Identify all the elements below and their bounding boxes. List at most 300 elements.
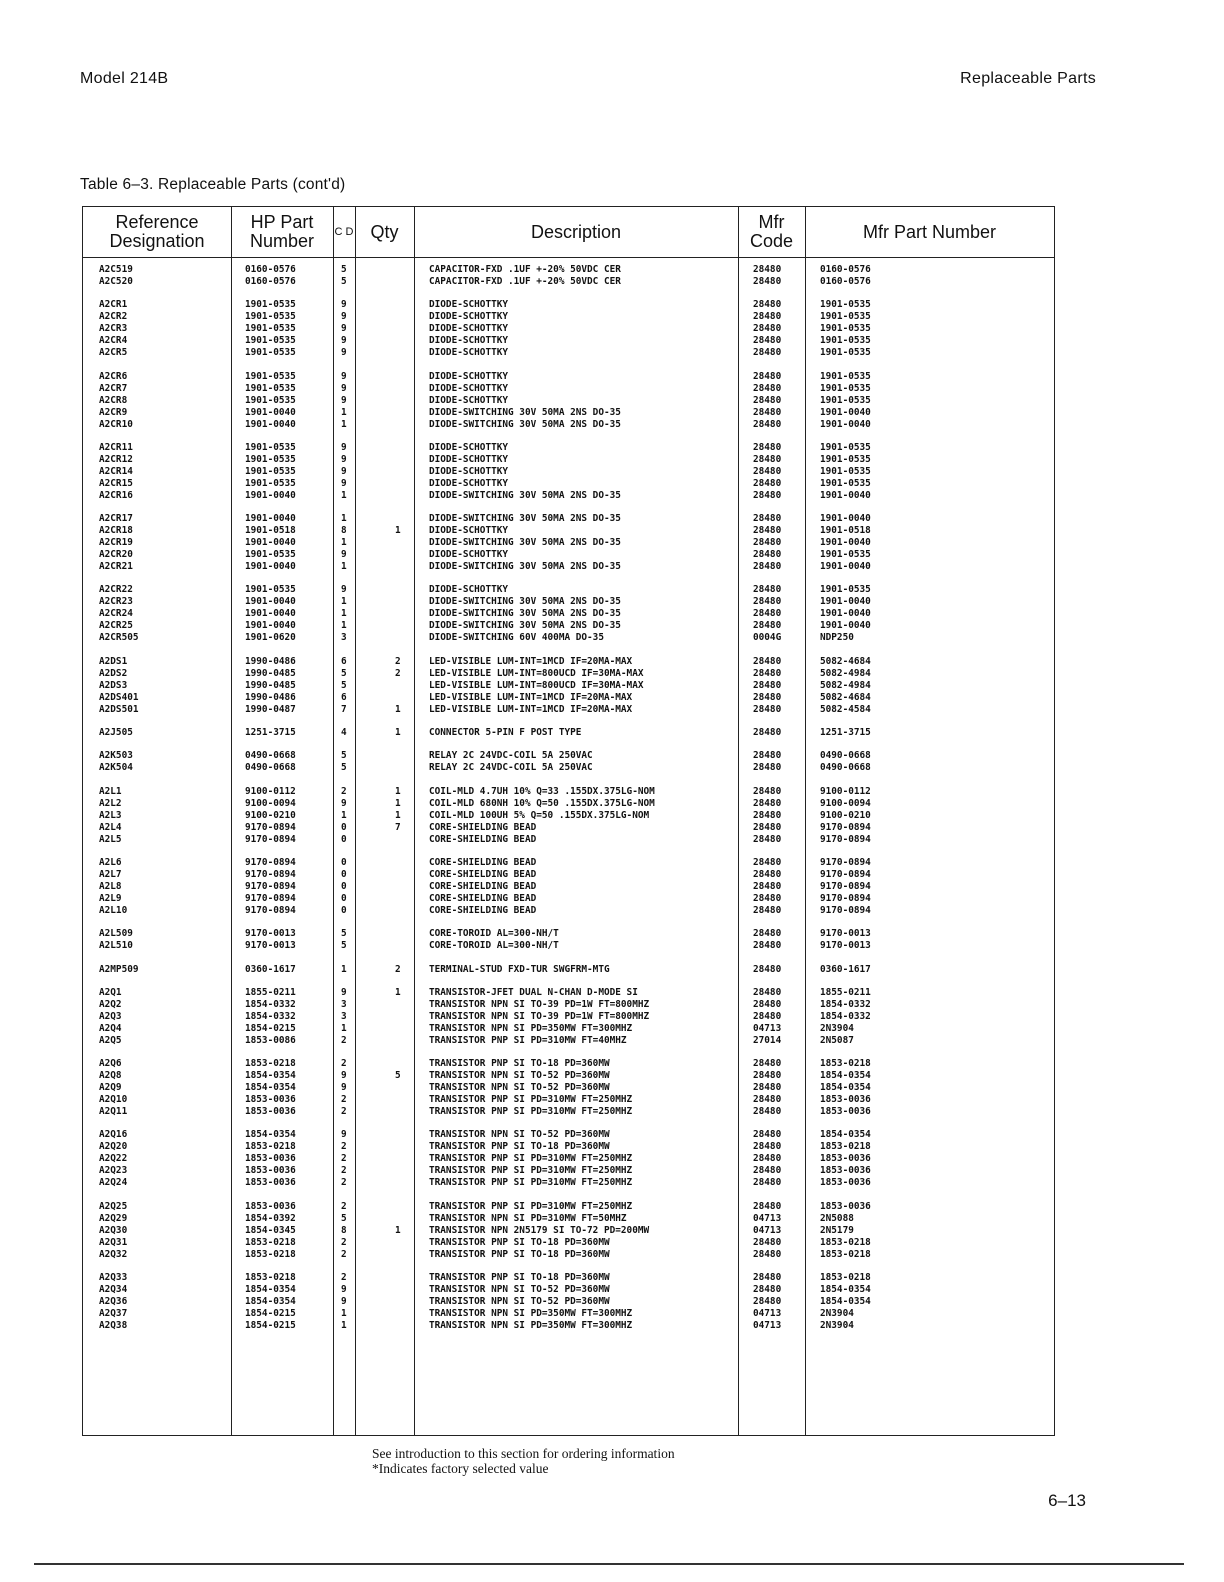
row-group <box>83 1129 1054 1189</box>
cell-cd: 9 <box>341 1082 347 1094</box>
cell-description: DIODE-SCHOTTKY <box>429 299 509 311</box>
cell-reference: A2CR17 <box>99 513 133 525</box>
cell-reference: A2CR11 <box>99 441 133 453</box>
cell-reference: A2C520 <box>99 276 133 287</box>
table-row <box>83 1177 1054 1189</box>
table-row <box>83 1320 1054 1332</box>
cell-description: TRANSISTOR NPN SI TO-52 PD=360MW <box>429 1129 610 1141</box>
cell-mfr-part-number: 1901-0040 <box>820 513 871 525</box>
cell-hp-part-number: 1853-0218 <box>245 1248 296 1260</box>
cell-reference: A2L8 <box>99 880 122 892</box>
cell-qty: 2 <box>395 655 401 667</box>
cell-cd: 0 <box>341 880 347 892</box>
cell-mfr-code: 28480 <box>753 1272 782 1284</box>
cell-mfr-code: 28480 <box>753 1106 782 1118</box>
cell-description: TRANSISTOR NPN SI TO-39 PD=1W FT=800MHZ <box>429 1010 650 1022</box>
cell-hp-part-number: 1901-0040 <box>245 513 296 525</box>
cell-description: LED-VISIBLE LUM-INT=1MCD IF=20MA-MAX <box>429 655 633 667</box>
table-row <box>83 335 1054 347</box>
cell-reference: A2CR25 <box>99 620 133 632</box>
footnote-factory-selected: *Indicates factory selected value <box>372 1461 549 1476</box>
cell-hp-part-number: 1901-0535 <box>245 370 296 382</box>
cell-reference: A2CR20 <box>99 549 133 561</box>
cell-reference: A2CR12 <box>99 453 133 465</box>
cell-mfr-part-number: 1853-0218 <box>820 1248 871 1260</box>
cell-hp-part-number: 1901-0535 <box>245 311 296 323</box>
cell-mfr-code: 28480 <box>753 1070 782 1082</box>
row-group <box>83 857 1054 917</box>
cell-mfr-part-number: 1853-0218 <box>820 1272 871 1284</box>
table-row <box>83 786 1054 798</box>
cell-reference: A2CR21 <box>99 561 133 573</box>
cell-qty: 1 <box>395 727 401 739</box>
col-header-mfr-code: Mfr Code <box>749 212 794 251</box>
cell-cd: 9 <box>341 465 347 477</box>
cell-reference: A2L5 <box>99 833 122 845</box>
cell-cd: 1 <box>341 1308 347 1320</box>
cell-hp-part-number: 1901-0535 <box>245 477 296 489</box>
cell-description: CORE-TOROID AL=300-NH/T <box>429 940 559 952</box>
table-row <box>83 276 1054 288</box>
table-row <box>83 1249 1054 1261</box>
cell-cd: 9 <box>341 477 347 489</box>
cell-mfr-code: 28480 <box>753 584 782 596</box>
table-row <box>83 1165 1054 1177</box>
table-row <box>83 466 1054 478</box>
cell-mfr-part-number: 9170-0894 <box>820 880 871 892</box>
cell-mfr-part-number: 5082-4684 <box>820 655 871 667</box>
cell-mfr-part-number: 1901-0535 <box>820 311 871 323</box>
cell-mfr-part-number: 2N5087 <box>820 1034 854 1046</box>
cell-cd: 8 <box>341 525 347 537</box>
cell-reference: A2CR5 <box>99 347 128 359</box>
row-group <box>83 987 1054 1047</box>
cell-hp-part-number: 1901-0535 <box>245 453 296 465</box>
cell-mfr-part-number: 1901-0040 <box>820 537 871 549</box>
cell-mfr-code: 28480 <box>753 1284 782 1296</box>
cell-mfr-part-number: 0160-0576 <box>820 264 871 275</box>
cell-qty: 2 <box>395 667 401 679</box>
table-row <box>83 810 1054 822</box>
cell-mfr-code: 28480 <box>753 1058 782 1070</box>
cell-mfr-code: 28480 <box>753 1094 782 1106</box>
cell-mfr-code: 28480 <box>753 1082 782 1094</box>
cell-mfr-code: 28480 <box>753 821 782 833</box>
cell-description: TRANSISTOR PNP SI PD=310MW FT=40MHZ <box>429 1034 627 1046</box>
cell-mfr-part-number: 2N3904 <box>820 1320 854 1332</box>
cell-reference: A2C519 <box>99 264 133 275</box>
cell-cd: 1 <box>341 608 347 620</box>
table-row <box>83 893 1054 905</box>
cell-mfr-part-number: 1853-0036 <box>820 1165 871 1177</box>
cell-mfr-part-number: 1901-0535 <box>820 584 871 596</box>
cell-cd: 0 <box>341 892 347 904</box>
cell-mfr-part-number: 1901-0040 <box>820 561 871 573</box>
cell-mfr-code: 28480 <box>753 335 782 347</box>
cell-hp-part-number: 9170-0013 <box>245 928 296 940</box>
cell-hp-part-number: 9170-0894 <box>245 821 296 833</box>
cell-description: LED-VISIBLE LUM-INT=1MCD IF=20MA-MAX <box>429 703 633 715</box>
cell-cd: 8 <box>341 1224 347 1236</box>
cell-description: TRANSISTOR NPN SI TO-52 PD=360MW <box>429 1070 610 1082</box>
cell-mfr-part-number: 1901-0040 <box>820 406 871 418</box>
cell-cd: 6 <box>341 655 347 667</box>
cell-mfr-part-number: 0360-1617 <box>820 963 871 975</box>
cell-hp-part-number: 9170-0894 <box>245 868 296 880</box>
cell-mfr-code: 28480 <box>753 1177 782 1189</box>
cell-hp-part-number: 9170-0894 <box>245 833 296 845</box>
table-row <box>83 1035 1054 1047</box>
table-row <box>83 668 1054 680</box>
cell-mfr-part-number: 1901-0535 <box>820 453 871 465</box>
cell-hp-part-number: 0490-0668 <box>245 762 296 774</box>
cell-description: DIODE-SCHOTTKY <box>429 311 509 323</box>
cell-hp-part-number: 1854-0332 <box>245 998 296 1010</box>
cell-mfr-part-number: 1901-0535 <box>820 477 871 489</box>
cell-description: TRANSISTOR NPN SI TO-52 PD=360MW <box>429 1082 610 1094</box>
cell-hp-part-number: 1853-0036 <box>245 1153 296 1165</box>
cell-mfr-code: 28480 <box>753 1141 782 1153</box>
cell-cd: 2 <box>341 1236 347 1248</box>
cell-cd: 3 <box>341 632 347 644</box>
cell-hp-part-number: 0360-1617 <box>245 963 296 975</box>
cell-description: TRANSISTOR PNP SI TO-18 PD=360MW <box>429 1236 610 1248</box>
cell-mfr-code: 28480 <box>753 762 782 774</box>
row-group <box>83 928 1054 952</box>
cell-description: CONNECTOR 5-PIN F POST TYPE <box>429 727 582 739</box>
row-group <box>83 299 1054 359</box>
table-row <box>83 1082 1054 1094</box>
cell-description: DIODE-SCHOTTKY <box>429 323 509 335</box>
table-row <box>83 1058 1054 1070</box>
cell-description: CORE-SHIELDING BEAD <box>429 868 537 880</box>
cell-qty: 1 <box>395 525 401 537</box>
cell-mfr-code: 28480 <box>753 453 782 465</box>
table-row <box>83 584 1054 596</box>
cell-description: DIODE-SWITCHING 30V 50MA 2NS DO-35 <box>429 537 621 549</box>
table-row <box>83 1225 1054 1237</box>
cell-mfr-part-number: 1854-0354 <box>820 1082 871 1094</box>
cell-description: COIL-MLD 680NH 10% Q=50 .155DX.375LG-NOM <box>429 797 655 809</box>
cell-reference: A2Q30 <box>99 1224 128 1236</box>
cell-cd: 0 <box>341 856 347 868</box>
table-row <box>83 478 1054 490</box>
cell-reference: A2CR1 <box>99 299 128 311</box>
cell-description: TRANSISTOR PNP SI PD=310MW FT=250MHZ <box>429 1094 633 1106</box>
table-row <box>83 1308 1054 1320</box>
table-row <box>83 632 1054 644</box>
cell-cd: 9 <box>341 1296 347 1308</box>
cell-hp-part-number: 1854-0354 <box>245 1070 296 1082</box>
cell-reference: A2CR8 <box>99 394 128 406</box>
cell-mfr-code: 28480 <box>753 691 782 703</box>
cell-cd: 1 <box>341 809 347 821</box>
cell-hp-part-number: 1854-0332 <box>245 1010 296 1022</box>
header-divider <box>83 257 1054 258</box>
cell-mfr-code: 28480 <box>753 537 782 549</box>
cell-reference: A2Q25 <box>99 1200 128 1212</box>
cell-mfr-code: 28480 <box>753 323 782 335</box>
cell-mfr-code: 28480 <box>753 489 782 501</box>
cell-mfr-part-number: 1854-0354 <box>820 1070 871 1082</box>
table-row <box>83 834 1054 846</box>
cell-mfr-code: 28480 <box>753 347 782 359</box>
cell-reference: A2L7 <box>99 868 122 880</box>
cell-hp-part-number: 1901-0535 <box>245 347 296 359</box>
cell-mfr-code: 28480 <box>753 1296 782 1308</box>
cell-mfr-part-number: 9170-0894 <box>820 833 871 845</box>
table-row <box>83 1094 1054 1106</box>
col-header-reference: Reference Designation <box>109 212 205 251</box>
cell-mfr-code: 0004G <box>753 632 782 644</box>
table-row <box>83 750 1054 762</box>
cell-reference: A2L3 <box>99 809 122 821</box>
cell-description: LED-VISIBLE LUM-INT=800UCD IF=30MA-MAX <box>429 679 644 691</box>
cell-cd: 5 <box>341 928 347 940</box>
table-title: Table 6–3. Replaceable Parts (cont'd) <box>80 176 346 193</box>
cell-reference: A2Q10 <box>99 1094 128 1106</box>
cell-hp-part-number: 0490-0668 <box>245 750 296 762</box>
cell-mfr-part-number: 0490-0668 <box>820 750 871 762</box>
cell-reference: A2Q36 <box>99 1296 128 1308</box>
cell-mfr-part-number: 2N5179 <box>820 1224 854 1236</box>
cell-description: TRANSISTOR PNP SI PD=310MW FT=250MHZ <box>429 1106 633 1118</box>
col-header-qty: Qty <box>370 221 399 242</box>
cell-reference: A2Q1 <box>99 986 122 998</box>
cell-cd: 1 <box>341 406 347 418</box>
cell-reference: A2Q34 <box>99 1284 128 1296</box>
cell-mfr-part-number: 1901-0535 <box>820 394 871 406</box>
cell-description: TRANSISTOR NPN SI PD=350MW FT=300MHZ <box>429 1308 633 1320</box>
cell-description: CORE-TOROID AL=300-NH/T <box>429 928 559 940</box>
cell-reference: A2DS501 <box>99 703 139 715</box>
cell-reference: A2CR18 <box>99 525 133 537</box>
cell-description: TRANSISTOR PNP SI PD=310MW FT=250MHZ <box>429 1153 633 1165</box>
cell-mfr-code: 28480 <box>753 1153 782 1165</box>
cell-description: DIODE-SWITCHING 30V 50MA 2NS DO-35 <box>429 489 621 501</box>
cell-description: DIODE-SWITCHING 30V 50MA 2NS DO-35 <box>429 620 621 632</box>
cell-reference: A2DS1 <box>99 655 128 667</box>
table-row <box>83 1141 1054 1153</box>
cell-cd: 9 <box>341 797 347 809</box>
cell-mfr-code: 28480 <box>753 856 782 868</box>
table-row <box>83 1129 1054 1141</box>
cell-cd: 2 <box>341 1272 347 1284</box>
row-group <box>83 1272 1054 1332</box>
cell-mfr-part-number: 1901-0535 <box>820 382 871 394</box>
cell-hp-part-number: 1901-0535 <box>245 323 296 335</box>
cell-mfr-code: 28480 <box>753 561 782 573</box>
cell-mfr-code: 04713 <box>753 1224 782 1236</box>
cell-mfr-part-number: 2N3904 <box>820 1308 854 1320</box>
cell-cd: 2 <box>341 1106 347 1118</box>
table-row <box>83 525 1054 537</box>
cell-mfr-part-number: 1901-0040 <box>820 418 871 430</box>
cell-description: LED-VISIBLE LUM-INT=1MCD IF=20MA-MAX <box>429 691 633 703</box>
cell-qty: 1 <box>395 785 401 797</box>
cell-reference: A2DS2 <box>99 667 128 679</box>
cell-hp-part-number: 1853-0036 <box>245 1106 296 1118</box>
cell-mfr-part-number: 1901-0535 <box>820 335 871 347</box>
cell-description: DIODE-SWITCHING 30V 50MA 2NS DO-35 <box>429 608 621 620</box>
cell-mfr-part-number: 1854-0354 <box>820 1129 871 1141</box>
cell-hp-part-number: 9170-0894 <box>245 880 296 892</box>
row-group <box>83 727 1054 739</box>
cell-mfr-part-number: 5082-4984 <box>820 679 871 691</box>
cell-description: DIODE-SCHOTTKY <box>429 549 509 561</box>
cell-cd: 9 <box>341 370 347 382</box>
cell-mfr-part-number: 1854-0332 <box>820 998 871 1010</box>
cell-reference: A2Q6 <box>99 1058 122 1070</box>
cell-reference: A2Q37 <box>99 1308 128 1320</box>
cell-reference: A2L10 <box>99 904 128 916</box>
cell-cd: 9 <box>341 1070 347 1082</box>
cell-reference: A2L509 <box>99 928 133 940</box>
cell-hp-part-number: 1901-0535 <box>245 299 296 311</box>
cell-mfr-code: 28480 <box>753 703 782 715</box>
cell-cd: 9 <box>341 394 347 406</box>
table-row <box>83 1213 1054 1225</box>
cell-mfr-code: 28480 <box>753 513 782 525</box>
cell-reference: A2Q20 <box>99 1141 128 1153</box>
cell-mfr-code: 27014 <box>753 1034 782 1046</box>
col-header-cd: C D <box>334 225 354 238</box>
cell-cd: 1 <box>341 561 347 573</box>
cell-mfr-part-number: 1854-0332 <box>820 1010 871 1022</box>
cell-cd: 3 <box>341 998 347 1010</box>
cell-reference: A2L510 <box>99 940 133 952</box>
cell-description: DIODE-SCHOTTKY <box>429 477 509 489</box>
cell-mfr-part-number: 1854-0354 <box>820 1296 871 1308</box>
cell-hp-part-number: 1854-0354 <box>245 1284 296 1296</box>
cell-cd: 2 <box>341 1141 347 1153</box>
cell-reference: A2DS3 <box>99 679 128 691</box>
row-group <box>83 656 1054 716</box>
table-row <box>83 490 1054 502</box>
cell-cd: 1 <box>341 537 347 549</box>
cell-mfr-part-number: 5082-4684 <box>820 691 871 703</box>
row-group <box>83 264 1054 288</box>
cell-qty: 1 <box>395 797 401 809</box>
cell-reference: A2Q11 <box>99 1106 128 1118</box>
cell-description: CAPACITOR-FXD .1UF +-20% 50VDC CER <box>429 276 621 287</box>
cell-reference: A2Q5 <box>99 1034 122 1046</box>
cell-mfr-part-number: 1855-0211 <box>820 986 871 998</box>
cell-cd: 9 <box>341 441 347 453</box>
row-group <box>83 964 1054 976</box>
cell-hp-part-number: 1855-0211 <box>245 986 296 998</box>
cell-description: TRANSISTOR PNP SI TO-18 PD=360MW <box>429 1141 610 1153</box>
cell-description: TRANSISTOR NPN SI PD=350MW FT=300MHZ <box>429 1320 633 1332</box>
cell-mfr-part-number: 2N5088 <box>820 1212 854 1224</box>
cell-mfr-code: 28480 <box>753 264 782 275</box>
cell-reference: A2CR14 <box>99 465 133 477</box>
cell-mfr-part-number: 2N3904 <box>820 1022 854 1034</box>
cell-cd: 9 <box>341 335 347 347</box>
cell-reference: A2L9 <box>99 892 122 904</box>
table-row <box>83 881 1054 893</box>
cell-mfr-code: 28480 <box>753 750 782 762</box>
cell-mfr-part-number: 5082-4984 <box>820 667 871 679</box>
cell-reference: A2Q4 <box>99 1022 122 1034</box>
cell-hp-part-number: 1990-0485 <box>245 679 296 691</box>
cell-cd: 9 <box>341 549 347 561</box>
cell-description: CAPACITOR-FXD .1UF +-20% 50VDC CER <box>429 264 621 275</box>
cell-mfr-code: 28480 <box>753 1248 782 1260</box>
cell-hp-part-number: 1901-0040 <box>245 596 296 608</box>
row-group <box>83 371 1054 431</box>
cell-hp-part-number: 1990-0487 <box>245 703 296 715</box>
cell-hp-part-number: 1853-0036 <box>245 1200 296 1212</box>
cell-cd: 1 <box>341 489 347 501</box>
cell-cd: 9 <box>341 1129 347 1141</box>
cell-description: DIODE-SWITCHING 30V 50MA 2NS DO-35 <box>429 418 621 430</box>
cell-mfr-part-number: 1901-0040 <box>820 620 871 632</box>
cell-mfr-code: 28480 <box>753 608 782 620</box>
cell-mfr-part-number: 9170-0894 <box>820 868 871 880</box>
cell-reference: A2CR10 <box>99 418 133 430</box>
cell-cd: 5 <box>341 667 347 679</box>
table-row <box>83 311 1054 323</box>
cell-cd: 9 <box>341 584 347 596</box>
table-row <box>83 869 1054 881</box>
cell-cd: 1 <box>341 596 347 608</box>
cell-description: CORE-SHIELDING BEAD <box>429 821 537 833</box>
cell-description: TRANSISTOR PNP SI TO-18 PD=360MW <box>429 1248 610 1260</box>
cell-cd: 9 <box>341 1284 347 1296</box>
cell-reference: A2Q38 <box>99 1320 128 1332</box>
cell-mfr-part-number: 9170-0894 <box>820 904 871 916</box>
table-row <box>83 1153 1054 1165</box>
cell-description: DIODE-SCHOTTKY <box>429 370 509 382</box>
table-row <box>83 692 1054 704</box>
cell-mfr-code: 28480 <box>753 370 782 382</box>
footnote <box>372 1446 675 1476</box>
cell-mfr-part-number: 1853-0036 <box>820 1153 871 1165</box>
cell-hp-part-number: 1901-0620 <box>245 632 296 644</box>
cell-cd: 5 <box>341 264 347 275</box>
cell-mfr-part-number: 1901-0535 <box>820 323 871 335</box>
cell-cd: 4 <box>341 727 347 739</box>
bottom-rule <box>34 1563 1184 1565</box>
table-row <box>83 419 1054 431</box>
cell-hp-part-number: 1901-0040 <box>245 418 296 430</box>
table-row <box>83 371 1054 383</box>
cell-hp-part-number: 1901-0518 <box>245 525 296 537</box>
cell-reference: A2CR19 <box>99 537 133 549</box>
cell-mfr-code: 28480 <box>753 299 782 311</box>
cell-mfr-code: 28480 <box>753 797 782 809</box>
cell-qty: 5 <box>395 1070 401 1082</box>
table-row <box>83 407 1054 419</box>
row-group <box>83 1058 1054 1118</box>
cell-description: TRANSISTOR PNP SI PD=310MW FT=250MHZ <box>429 1165 633 1177</box>
cell-mfr-code: 28480 <box>753 406 782 418</box>
cell-mfr-code: 28480 <box>753 525 782 537</box>
cell-cd: 6 <box>341 691 347 703</box>
cell-hp-part-number: 9100-0210 <box>245 809 296 821</box>
cell-cd: 2 <box>341 1153 347 1165</box>
cell-hp-part-number: 1901-0535 <box>245 441 296 453</box>
cell-description: DIODE-SWITCHING 30V 50MA 2NS DO-35 <box>429 596 621 608</box>
cell-reference: A2CR23 <box>99 596 133 608</box>
cell-description: DIODE-SCHOTTKY <box>429 347 509 359</box>
cell-mfr-part-number: 1901-0535 <box>820 299 871 311</box>
cell-mfr-part-number: 5082-4584 <box>820 703 871 715</box>
cell-hp-part-number: 1901-0040 <box>245 489 296 501</box>
cell-reference: A2L4 <box>99 821 122 833</box>
cell-mfr-code: 04713 <box>753 1212 782 1224</box>
